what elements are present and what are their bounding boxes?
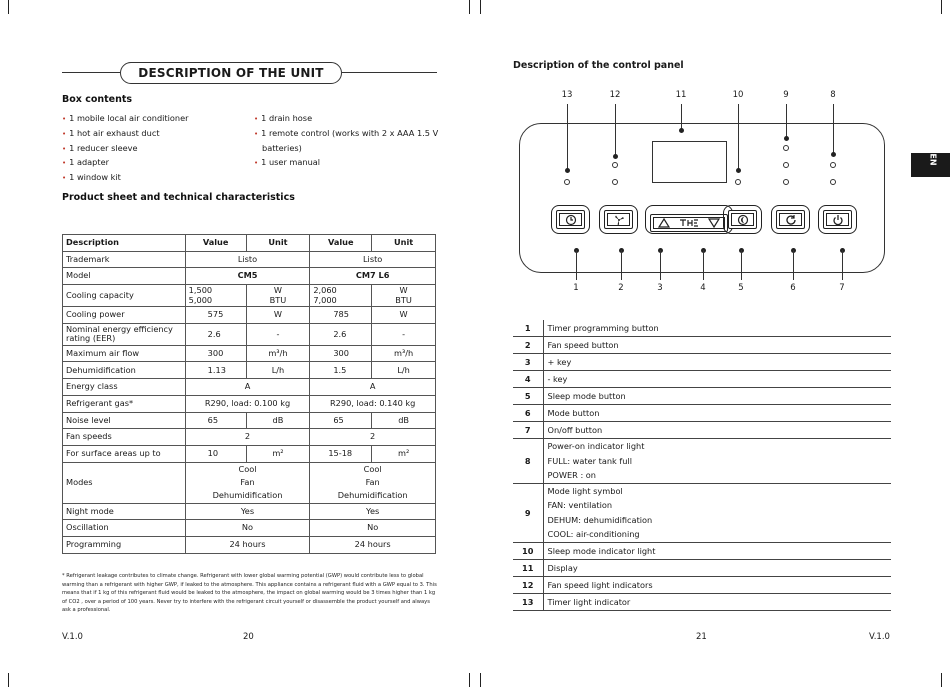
table-header: Value: [310, 235, 372, 252]
control-panel-heading: Description of the control panel: [513, 60, 684, 71]
title-rule-right: [342, 72, 437, 73]
callout-11: 11: [675, 90, 687, 100]
table-row: 11 Display: [513, 559, 891, 576]
list-item: • 1 remote control (works with 2 x AAA 1.5 V: [254, 127, 438, 142]
callout-12: 12: [609, 90, 621, 100]
table-row: 9 Mode light symbol FAN: ventilation DEHUM: dehumidification COOL: air-conditioning: [513, 483, 891, 542]
right-page: [475, 0, 950, 687]
timer-button[interactable]: [556, 210, 585, 229]
fan-speed-indicator-light: [612, 179, 618, 185]
table-row: Programming 24 hours 24 hours: [63, 536, 436, 553]
table-row: 8 Power-on indicator light FULL: water tank full POWER : on: [513, 439, 891, 484]
table-row: Nominal energy efficiency rating (EER) 2.6 - 2.6 -: [63, 323, 436, 345]
table-row: 4 - key: [513, 371, 891, 388]
list-item: • 1 hot air exhaust duct: [62, 127, 189, 142]
callout-13: 13: [561, 90, 573, 100]
table-row: 13 Timer light indicator: [513, 593, 891, 610]
table-row: For surface areas up to 10 m² 15-18 m²: [63, 445, 436, 462]
mode-icon: [785, 214, 797, 226]
fan-speed-button[interactable]: [604, 210, 633, 229]
table-row: Cooling capacity 1,500 5,000 W BTU 2,060 7,000 W BTU: [63, 285, 436, 307]
list-item: batteries): [262, 142, 302, 153]
table-row: Maximum air flow 300 m³/h 300 m³/h: [63, 345, 436, 362]
table-header: Unit: [372, 235, 436, 252]
legend-table: [513, 320, 891, 611]
version-label: V.1.0: [869, 632, 890, 642]
table-row: 3 + key: [513, 354, 891, 371]
table-row: 10 Sleep mode indicator light: [513, 542, 891, 559]
callout-4: 4: [700, 283, 706, 293]
footnote: * Refrigerant leakage contributes to climate change. Refrigerant with lower global warming potential (GWP) would contribute less to global warming than a refrigerant with higher GWP, if leaked to the atmosphere. This appliance contains a refrigerant fluid with a GWP equal to 3. This means that if 1 kg of this refrigerant fluid would be leaked to the atmosphere, the impact on global warming would be 3 times higher than 1 kg of CO2 , over a period of 100 years. Never try to interfere with the refrigerant circuit yourself or disassemble the product yourself and always ask a professional.: [62, 573, 437, 614]
list-item: • 1 window kit: [62, 171, 189, 186]
callout-9: 9: [783, 90, 789, 100]
leader-line: [576, 250, 577, 280]
page-number: 21: [696, 632, 707, 642]
title-rule-left: [62, 72, 120, 73]
version-label: V.1.0: [62, 632, 83, 642]
temp-icon: [679, 219, 699, 227]
callout-10: 10: [732, 90, 744, 100]
power-indicator-light: [830, 162, 836, 168]
timer-icon: [565, 214, 577, 226]
table-row: Refrigerant gas* R290, load: 0.100 kg R290, load: 0.140 kg: [63, 395, 436, 412]
fan-icon: [613, 214, 625, 226]
power-icon: [832, 214, 844, 226]
spec-table: [62, 234, 436, 554]
table-row: 6 Mode button: [513, 405, 891, 422]
table-row: Dehumidification 1.13 L/h 1.5 L/h: [63, 362, 436, 379]
language-tab: EN: [911, 153, 950, 177]
table-row: Noise level 65 dB 65 dB: [63, 412, 436, 429]
callout-5: 5: [738, 283, 744, 293]
plus-minus-keys[interactable]: [650, 214, 728, 232]
list-item: • 1 drain hose: [254, 112, 438, 127]
mode-button[interactable]: [776, 210, 805, 229]
table-row: Fan speeds 2 2: [63, 429, 436, 446]
callout-7: 7: [839, 283, 845, 293]
display: [652, 141, 727, 183]
table-row: 12 Fan speed light indicators: [513, 576, 891, 593]
table-header: Value: [185, 235, 246, 252]
list-item: • 1 reducer sleeve: [62, 142, 189, 157]
plus-key-icon[interactable]: [658, 218, 670, 228]
callout-2: 2: [618, 283, 624, 293]
table-row: 5 Sleep mode button: [513, 388, 891, 405]
power-indicator-light: [830, 179, 836, 185]
list-item: • 1 adapter: [62, 156, 189, 171]
box-contents-heading: Box contents: [62, 94, 133, 105]
sleep-indicator-light: [735, 179, 741, 185]
table-row: Oscillation No No: [63, 520, 436, 537]
leader-line: [703, 250, 704, 280]
table-row: Model CM5 CM7 L6: [63, 268, 436, 285]
leader-line: [621, 250, 622, 280]
fan-speed-indicator-light: [612, 162, 618, 168]
list-item: • 1 mobile local air conditioner: [62, 112, 189, 127]
table-row: Cooling power 575 W 785 W: [63, 307, 436, 324]
box-contents-list-1: [62, 112, 189, 186]
minus-key-icon[interactable]: [708, 218, 720, 228]
table-row: Modes Cool Fan Dehumidification Cool Fan Dehumidification: [63, 462, 436, 503]
table-header: Description: [63, 235, 186, 252]
box-contents-list-2: [254, 112, 438, 171]
mode-indicator-light: [783, 179, 789, 185]
table-row: Trademark Listo Listo: [63, 251, 436, 268]
mode-indicator-light: [783, 162, 789, 168]
leader-line: [741, 250, 742, 280]
table-row: 7 On/off button: [513, 422, 891, 439]
power-button[interactable]: [823, 210, 852, 229]
callout-6: 6: [790, 283, 796, 293]
table-row: Night mode Yes Yes: [63, 503, 436, 520]
leader-line: [660, 250, 661, 280]
callout-3: 3: [657, 283, 663, 293]
sleep-icon: [737, 214, 749, 226]
leader-line: [793, 250, 794, 280]
table-header-row: [63, 235, 436, 252]
spec-heading: Product sheet and technical characteristics: [62, 192, 295, 203]
leader-line: [842, 250, 843, 280]
table-row: 1 Timer programming button: [513, 320, 891, 337]
table-row: 2 Fan speed button: [513, 337, 891, 354]
callout-1: 1: [573, 283, 579, 293]
callout-8: 8: [830, 90, 836, 100]
timer-indicator-light: [564, 179, 570, 185]
table-header: Unit: [246, 235, 310, 252]
page-title: DESCRIPTION OF THE UNIT: [120, 62, 342, 84]
sleep-button[interactable]: [728, 210, 757, 229]
table-row: Energy class A A: [63, 379, 436, 396]
mode-indicator-light: [783, 145, 789, 151]
list-item: • 1 user manual: [254, 156, 438, 171]
page-number: 20: [243, 632, 254, 642]
